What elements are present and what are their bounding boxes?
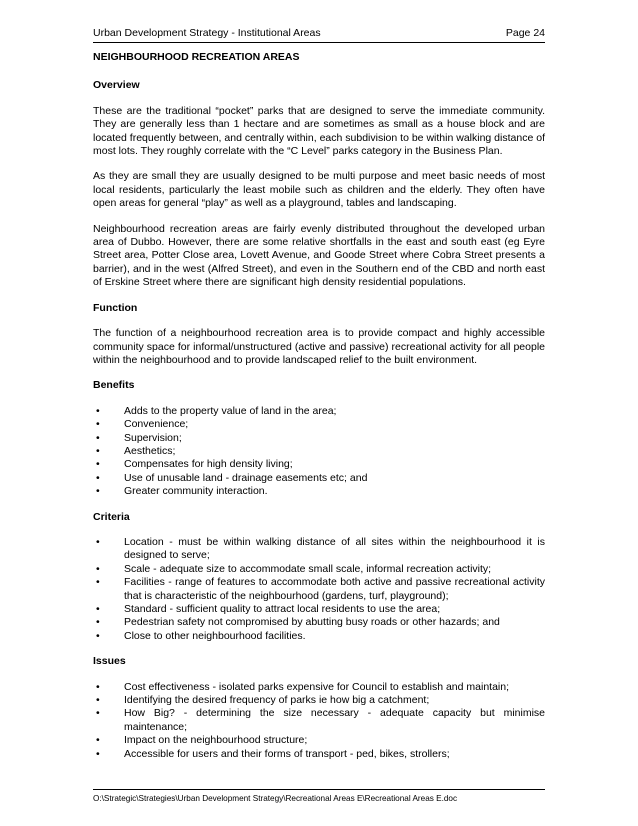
list-item <box>93 536 545 563</box>
list-item-text: Facilities - range of features to accommodate both active and passive recreational activity that is characteristic of the neighbourhood (gardens, turf, playground); <box>124 576 545 602</box>
bullet-icon: • <box>96 707 100 720</box>
list-item <box>93 576 545 603</box>
list-item-text: Convenience; <box>124 418 189 431</box>
list-item <box>93 694 545 707</box>
criteria-section <box>93 511 545 644</box>
list-item <box>93 734 545 747</box>
list-item <box>93 630 545 643</box>
list-item <box>93 445 545 458</box>
list-item-text: Pedestrian safety not compromised by abutting busy roads or other hazards; and <box>124 616 500 629</box>
list-item-text: Aesthetics; <box>124 444 176 457</box>
list-item-text: Use of unusable land - drainage easements etc; and <box>124 471 368 484</box>
bullet-icon: • <box>96 629 100 642</box>
overview-heading: Overview <box>93 79 140 92</box>
list-item <box>93 405 545 418</box>
bullet-icon: • <box>96 562 100 575</box>
bullet-icon: • <box>96 576 100 589</box>
overview-paragraph-2: As they are small they are usually designed to be multi purpose and meet basic needs of most local residents, particularly the least mobile such as children and the elderly. They often have open areas for general “play” as well as a playground, tables and landscaping. <box>93 170 545 210</box>
list-item-text: Scale - adequate size to accommodate small scale, informal recreation activity; <box>124 562 492 575</box>
bullet-icon: • <box>96 535 100 548</box>
bullet-icon: • <box>96 734 100 747</box>
list-item-text: Close to other neighbourhood facilities. <box>124 629 306 642</box>
list-item <box>93 681 545 694</box>
function-section <box>93 302 545 368</box>
list-item-text: Cost effectiveness - isolated parks expensive for Council to establish and maintain; <box>124 680 510 693</box>
benefits-heading: Benefits <box>93 379 135 392</box>
list-item <box>93 472 545 485</box>
criteria-list <box>93 536 545 643</box>
list-item <box>93 432 545 445</box>
overview-paragraph-3: Neighbourhood recreation areas are fairly evenly distributed throughout the developed urban area of Dubbo. However, there are some relative shortfalls in the east and south east (eg Eyre Street area, Potter Close area, Lovett Avenue, and Goode Street where Cobra Street presents a barrier), and in the west (Alfred Street), and even in the Southern end of the CBD and north east of Erskine Street where there are significant high density residential populations. <box>93 222 545 289</box>
list-item <box>93 748 545 761</box>
list-item <box>93 616 545 629</box>
list-item <box>93 458 545 471</box>
bullet-icon: • <box>96 694 100 707</box>
issues-section <box>93 655 545 761</box>
page-footer <box>93 789 545 804</box>
bullet-icon: • <box>96 458 100 471</box>
bullet-icon: • <box>96 603 100 615</box>
list-item <box>93 603 545 616</box>
list-item <box>93 707 545 734</box>
bullet-icon: • <box>96 747 100 760</box>
bullet-icon: • <box>96 404 100 417</box>
overview-section <box>93 79 545 289</box>
overview-paragraph-1: These are the traditional “pocket” parks that are designed to serve the immediate community. They are generally less than 1 hectare and are sometimes as small as a house block and are located frequently between, and centrally within, each subdivision to be within walking distance of most lots. They roughly correlate with the “C Level” parks category in the Business Plan. <box>93 104 545 158</box>
bullet-icon: • <box>96 485 100 498</box>
page-header <box>93 27 545 43</box>
list-item-text: How Big? - determining the size necessary - adequate capacity but minimise maintenance; <box>124 707 545 733</box>
footer-file-path: O:\Strategic\Strategies\Urban Development Strategy\Recreational Areas E\Recreational Areas E.doc <box>93 794 458 803</box>
list-item-text: Adds to the property value of land in the area; <box>124 404 337 417</box>
bullet-icon: • <box>96 444 100 457</box>
page-content <box>93 51 545 773</box>
list-item <box>93 563 545 576</box>
list-item-text: Accessible for users and their forms of transport - ped, bikes, strollers; <box>124 747 450 760</box>
bullet-icon: • <box>96 680 100 693</box>
benefits-list <box>93 405 545 499</box>
header-page-number: Page 24 <box>505 27 545 39</box>
list-item-text: Supervision; <box>124 431 182 444</box>
list-item-text: Identifying the desired frequency of parks ie how big a catchment; <box>124 694 430 707</box>
list-item <box>93 418 545 431</box>
function-paragraph: The function of a neighbourhood recreation area is to provide compact and highly accessible community space for informal/unstructured (active and passive) recreational activity for all people within the neighbourhood and to provide landscaped relief to the built environment. <box>93 327 545 366</box>
bullet-icon: • <box>96 471 100 484</box>
function-heading: Function <box>93 301 138 314</box>
list-item-text: Greater community interaction. <box>124 485 268 498</box>
list-item-text: Standard - sufficient quality to attract local residents to use the area; <box>124 603 441 615</box>
list-item-text: Location - must be within walking distance of all sites within the neighbourhood it is designed to serve; <box>124 535 545 562</box>
header-document-title: Urban Development Strategy - Institutional Areas <box>93 27 321 39</box>
bullet-icon: • <box>96 431 100 444</box>
list-item-text: Impact on the neighbourhood structure; <box>124 734 308 747</box>
list-item-text: Compensates for high density living; <box>124 458 293 471</box>
bullet-icon: • <box>96 616 100 629</box>
bullet-icon: • <box>96 418 100 431</box>
benefits-section <box>93 379 545 498</box>
document-title: NEIGHBOURHOOD RECREATION AREAS <box>93 51 300 63</box>
criteria-heading: Criteria <box>93 510 130 523</box>
issues-heading: Issues <box>93 655 126 668</box>
document-page <box>93 0 545 826</box>
issues-list <box>93 681 545 761</box>
list-item <box>93 485 545 498</box>
